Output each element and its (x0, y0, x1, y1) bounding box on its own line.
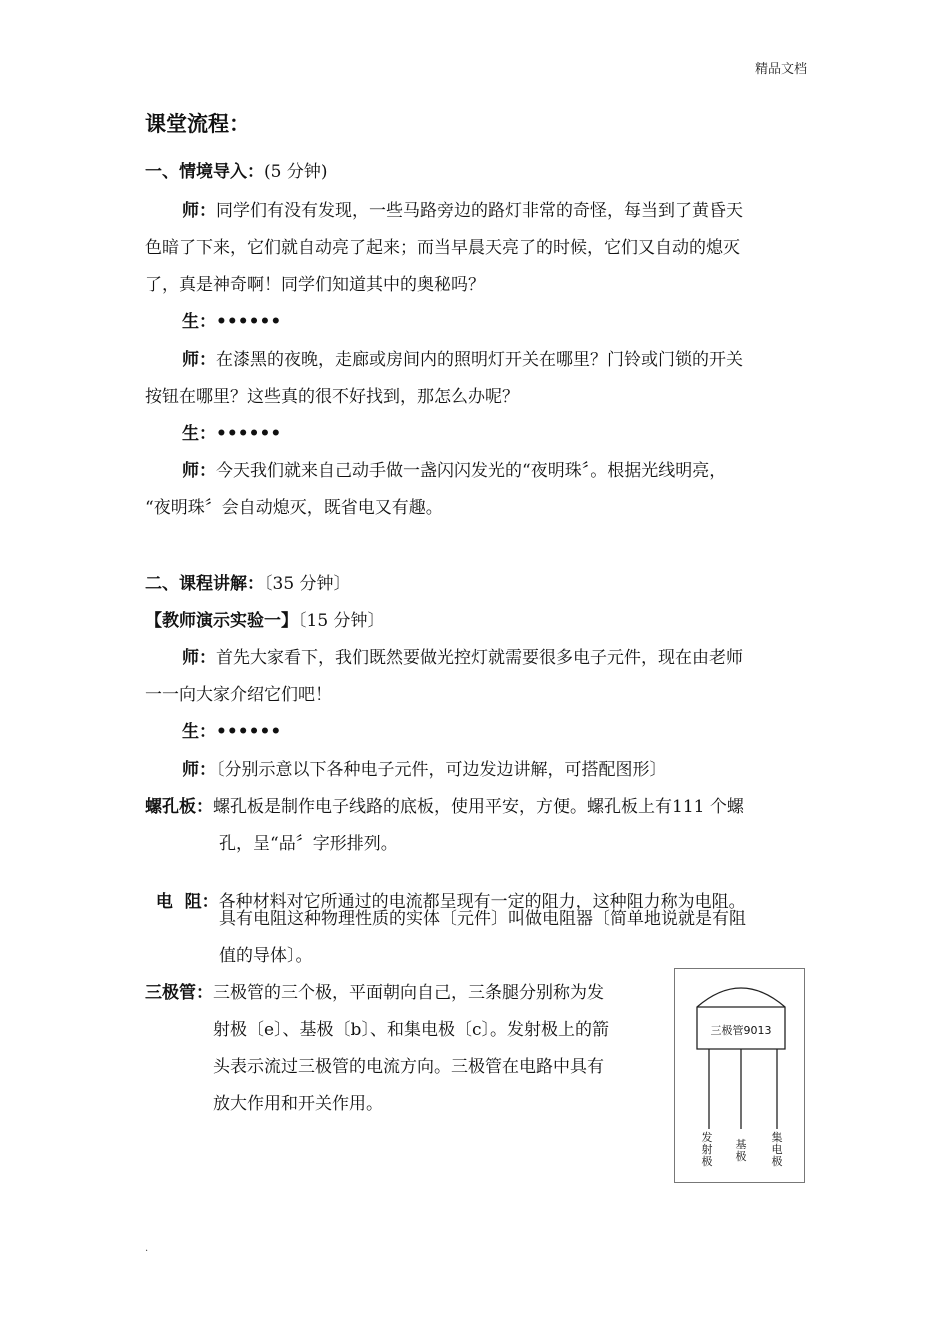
student-dots: •••••• (216, 312, 282, 332)
s1-student1 (182, 307, 281, 332)
speaker-teacher: 师： (182, 648, 216, 668)
s2-teacher2 (182, 755, 667, 780)
transistor-line1 (145, 978, 604, 1003)
section2-time: 〔35 分钟〕 (264, 574, 351, 594)
s1-student2 (182, 419, 281, 444)
transistor-body-label: 三极管9013 (710, 1024, 772, 1037)
s1-teacher3-line1 (182, 456, 726, 481)
footer-mark: . (145, 1243, 149, 1254)
breadboard-line2: 孔，呈“品〞字形排列。 (219, 834, 398, 854)
s2-teacher1-line1 (182, 643, 743, 668)
transistor-figure (674, 968, 805, 1183)
s1-teacher1-line2: 色暗了下来，它们就自动亮了起来；而当早晨天亮了的时候，它们又自动的熄灭 (145, 238, 740, 258)
leg-label-collector: 集电极 (771, 1131, 783, 1168)
term-breadboard: 螺孔板： (145, 797, 213, 817)
section1-time: (5 分钟) (264, 162, 328, 182)
paragraph-text: 首先大家看下，我们既然要做光控灯就需要很多电子元件，现在由老师 (216, 648, 743, 668)
speaker-teacher: 师： (182, 760, 216, 780)
student-dots: •••••• (216, 424, 282, 444)
definition-text: 各种材料对它所通过的电流都呈现有一定的阻力，这种阻力称为电阻。 (218, 892, 746, 912)
s2-student1 (182, 717, 281, 742)
s1-teacher3-line2: “夜明珠〞会自动熄灭，既省电又有趣。 (145, 498, 443, 518)
transistor-line2: 射极〔e〕、基极〔b〕、和集电极〔c〕。发射极上的箭 (213, 1020, 609, 1040)
section2-heading-text: 二、课程讲解： (145, 574, 264, 594)
s1-teacher1-line1 (182, 196, 743, 221)
header-watermark: 精品文档 (754, 62, 807, 77)
speaker-student: 生： (182, 312, 216, 332)
section2-heading (145, 569, 351, 594)
s2-teacher1-line2: 一一向大家介绍它们吧！ (145, 685, 332, 705)
leg-label-base: 基极 (735, 1138, 747, 1163)
transistor-line3: 头表示流过三极管的电流方向。三极管在电路中具有 (213, 1057, 604, 1077)
definition-text: 三极管的三个极，平面朝向自己，三条腿分别称为发 (213, 983, 604, 1003)
resistor-line2: 具有电阻这种物理性质的实体〔元件〕叫做电阻器〔简单地说就是有阻 (219, 909, 746, 929)
leg-label-emitter: 发射极 (701, 1131, 713, 1168)
breadboard-line1 (145, 792, 744, 817)
resistor-line3: 值的导体〕。 (219, 946, 313, 966)
demo-time: 〔15 分钟〕 (298, 611, 385, 631)
paragraph-text: 〔分别示意以下各种电子元件，可边发边讲解，可搭配图形〕 (216, 760, 667, 780)
speaker-teacher: 师： (182, 350, 216, 370)
paragraph-text: 在漆黑的夜晚，走廊或房间内的照明灯开关在哪里？门铃或门锁的开关 (216, 350, 743, 370)
term-resistor: 电 阻： (155, 892, 219, 912)
section1-heading (145, 157, 327, 182)
speaker-student: 生： (182, 424, 216, 444)
speaker-teacher: 师： (182, 461, 216, 481)
paragraph-text: 今天我们就来自己动手做一盏闪闪发光的“夜明珠〞。根据光线明亮， (216, 461, 727, 481)
speaker-student: 生： (182, 722, 216, 742)
transistor-body (697, 988, 785, 1049)
term-transistor: 三极管： (145, 983, 213, 1003)
paragraph-text: 同学们有没有发现，一些马路旁边的路灯非常的奇怪，每当到了黄昏天 (216, 201, 743, 221)
speaker-teacher: 师： (182, 201, 216, 221)
student-dots: •••••• (216, 722, 282, 742)
s1-teacher1-line3: 了，真是神奇啊！同学们知道其中的奥秘吗？ (145, 275, 485, 295)
page-title: 课堂流程： (145, 112, 250, 136)
demo-label: 【教师演示实验一】 (145, 611, 298, 631)
demo-heading (145, 606, 385, 631)
section1-heading-text: 一、情境导入： (145, 162, 264, 182)
s1-teacher2-line2: 按钮在哪里？这些真的很不好找到，那怎么办呢？ (145, 387, 519, 407)
s1-teacher2-line1 (182, 345, 743, 370)
definition-text: 螺孔板是制作电子线路的底板，使用平安，方便。螺孔板上有111 个螺 (213, 797, 744, 817)
transistor-line4: 放大作用和开关作用。 (213, 1094, 383, 1114)
